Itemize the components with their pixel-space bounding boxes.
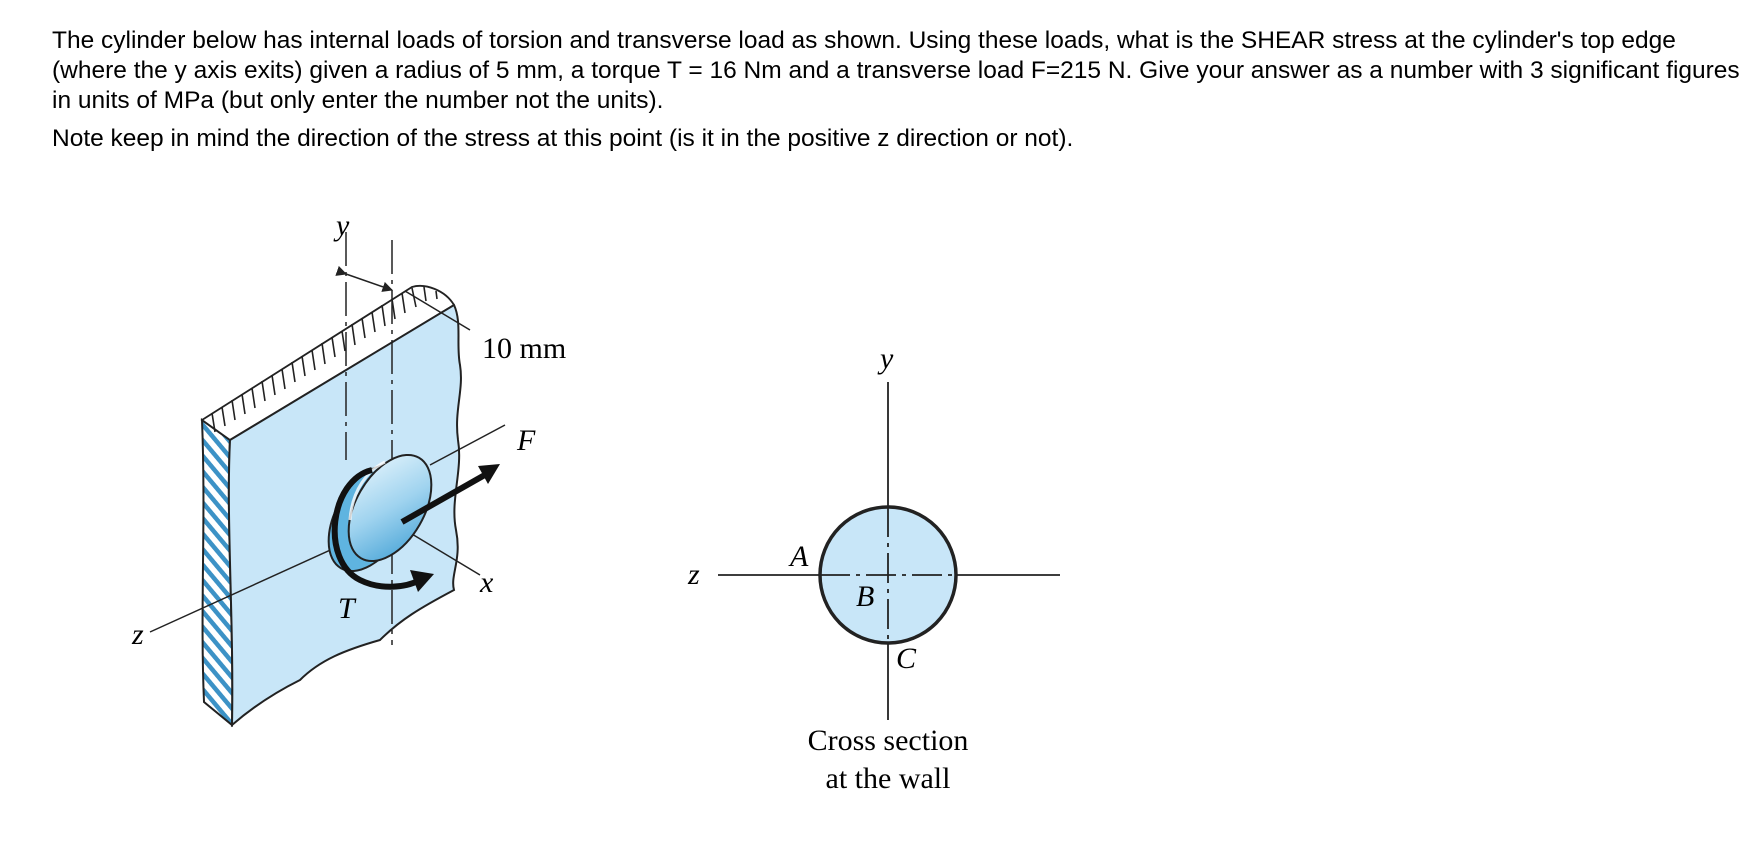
- label-z-left: z: [132, 618, 144, 651]
- label-x-left: x: [480, 566, 494, 599]
- cross-section: [718, 382, 1060, 720]
- label-dimension-10mm: 10 mm: [482, 332, 567, 365]
- label-point-c: C: [896, 642, 917, 675]
- wall-side-hatch: [202, 420, 232, 725]
- label-point-b: B: [856, 580, 875, 613]
- caption-line-2: at the wall: [825, 762, 951, 795]
- label-z-right: z: [688, 558, 700, 591]
- question-paragraph-main: The cylinder below has internal loads of torsion and transverse load as shown. Using these loads, what is the SHEAR stress at the cylinder's top edge (where the y axis exits) given a radius of 5 mm, a torque T = 16 Nm and a transverse load F=215 N. Give your answer as a number with 3 significant figures in units of MPa (but only enter the number not the units).: [52, 27, 1740, 114]
- label-point-a: A: [790, 540, 809, 573]
- label-y-right: y: [880, 342, 894, 375]
- label-torque-t: T: [338, 592, 355, 625]
- label-force-f: F: [517, 424, 536, 457]
- label-y-left: y: [336, 209, 350, 242]
- dimension-line-10mm: [346, 274, 392, 290]
- question-paragraph-note: Note keep in mind the direction of the stress at this point (is it in the positive z direction or not).: [52, 125, 1074, 152]
- caption-line-1: Cross section: [807, 724, 969, 757]
